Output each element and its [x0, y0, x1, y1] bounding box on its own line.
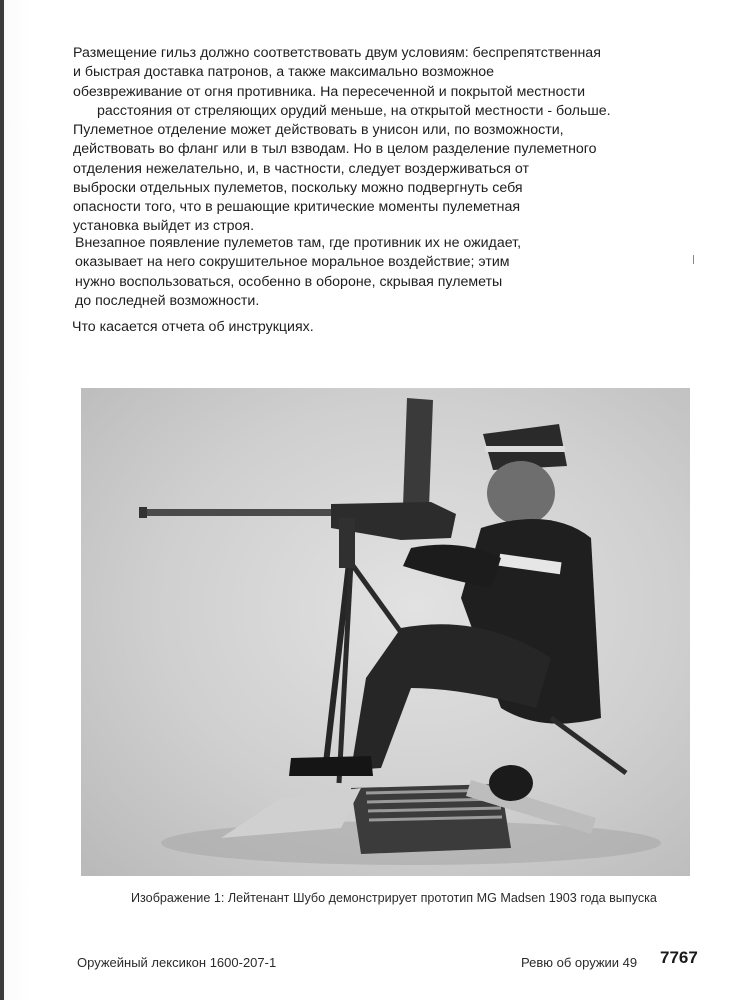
paragraph-machine-gun-section: [73, 121, 597, 237]
page-number: 7767: [660, 948, 698, 967]
text-line: Что касается отчета об инструкциях.: [72, 319, 314, 335]
text-line: Пулеметное отделение может действовать в унисон или, по возможности,: [73, 122, 564, 138]
text-line: выброски отдельных пулеметов, поскольку можно подвергнуть себя: [73, 179, 523, 196]
paragraph-cartridge-placement: [73, 44, 611, 121]
text-line: нужно воспользоваться, особенно в обороне, скрывая пулеметы: [75, 273, 503, 290]
text-line: обезвреживание от огня противника. На пересеченной и покрытой местности: [73, 83, 586, 100]
text-line: и быстрая доставка патронов, а также максимально возможное: [73, 64, 495, 81]
soldier-head: [487, 461, 555, 525]
margin-mark: [693, 255, 694, 264]
soldier-legs: [351, 624, 551, 770]
paragraph-instructions-report: [72, 318, 314, 337]
photograph-illustration: [81, 388, 690, 876]
footer-publication: Оружейный лексикон 1600-207-1: [77, 955, 277, 970]
text-line: Внезапное появление пулеметов там, где противник их не ожидает,: [75, 235, 522, 251]
magazine: [403, 398, 433, 508]
footer-journal: Ревю об оружии 49: [521, 955, 638, 970]
helmet: [489, 765, 533, 801]
figure-caption: Изображение 1: Лейтенант Шубо демонстрирует прототип MG Madsen 1903 года выпуска: [131, 891, 657, 905]
text-line: расстояния от стреляющих орудий меньше, на открытой местности - больше.: [97, 102, 611, 119]
page-edge-shadow: [0, 0, 4, 1000]
photograph-madsen-prototype: [81, 388, 690, 876]
text-line: отделения нежелательно, и, в частности, следует воздерживаться от: [73, 160, 529, 177]
rear-support: [551, 718, 626, 773]
text-line: Размещение гильз должно соответствовать двум условиям: беспрепятственная: [73, 45, 601, 61]
paragraph-surprise-appearance: [75, 234, 521, 311]
text-line: опасности того, что в решающие критические моменты пулеметная: [73, 199, 521, 216]
text-line: действовать во фланг или в тыл взводам. Но в целом разделение пулеметного: [73, 141, 597, 158]
text-line: до последней возможности.: [75, 292, 260, 309]
boot: [289, 756, 373, 776]
text-line: установка выйдет из строя.: [73, 218, 255, 235]
text-line: оказывает на него сокрушительное моральное воздействие; этим: [75, 254, 510, 271]
